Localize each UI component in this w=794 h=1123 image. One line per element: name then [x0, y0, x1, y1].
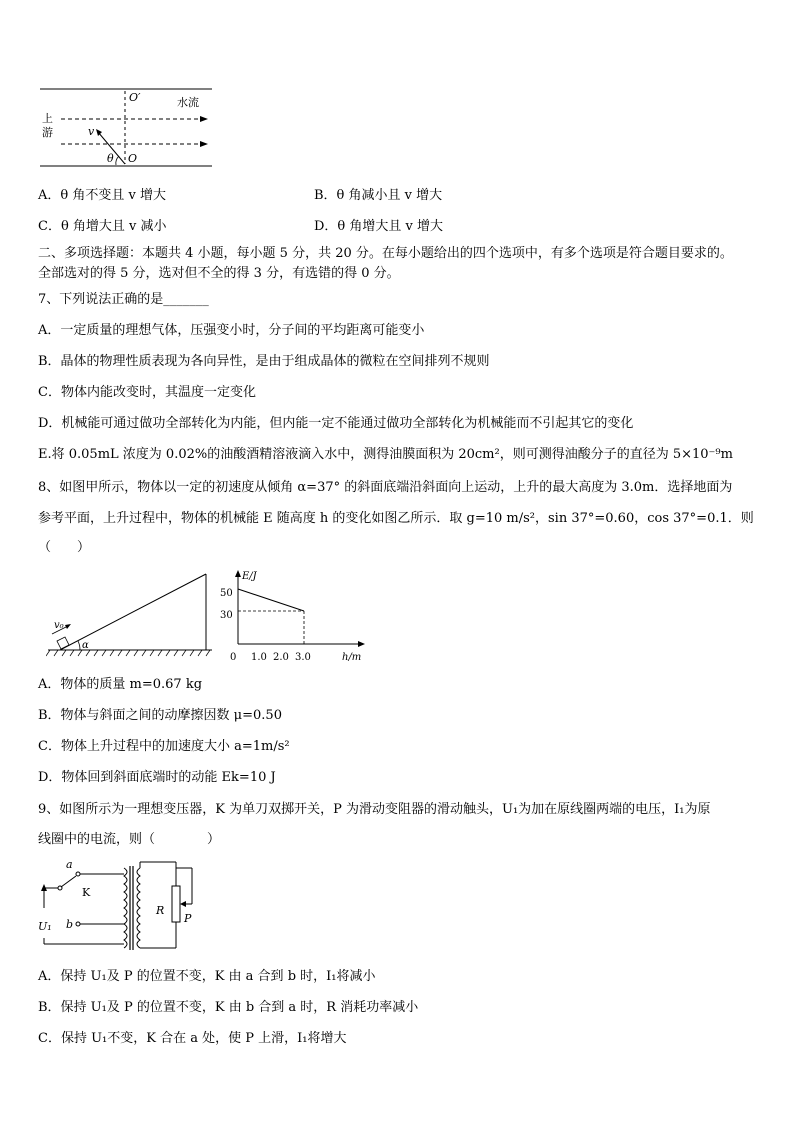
q8-line3: （ ） — [38, 540, 91, 555]
river-figure — [36, 86, 216, 170]
section2-line1: 二、多项选择题：本题共 4 小题，每小题 5 分，共 20 分。在每小题给出的四个选项中，有多个选项是符合题目要求的。 — [38, 246, 733, 261]
q8-option-b: B．物体与斜面之间的动摩擦因数 μ=0.50 — [38, 708, 282, 723]
q6-option-b: B．θ 角减小且 v 增大 — [314, 188, 443, 203]
q7-stem: 7、下列说法正确的是_______ — [38, 292, 209, 307]
x-tick-3: 3.0 — [295, 652, 311, 663]
q9-option-c: C．保持 U₁不变，K 合在 a 处，使 P 上滑，I₁将增大 — [38, 1031, 347, 1046]
transformer-figure — [36, 856, 206, 956]
x-tick-0: 0 — [230, 652, 237, 663]
q9-option-b: B．保持 U₁及 P 的位置不变，K 由 b 合到 a 时，R 消耗功率减小 — [38, 1000, 419, 1015]
q6-option-a: A．θ 角不变且 v 增大 — [38, 188, 166, 203]
velocity-label: v — [88, 125, 95, 138]
upstream-label-2: 游 — [42, 126, 53, 139]
upstream-label-1: 上 — [42, 112, 53, 125]
terminal-a-label: a — [66, 858, 73, 871]
y-axis-label: E/J — [242, 571, 257, 582]
x-tick-1: 1.0 — [251, 652, 267, 663]
theta-label: θ — [107, 152, 114, 165]
switch-k-label: K — [82, 886, 91, 899]
terminal-b-label: b — [66, 918, 74, 931]
section2-line2: 全部选对的得 5 分，选对但不全的得 3 分，有选错的得 0 分。 — [38, 266, 400, 281]
slider-p-label: P — [184, 912, 192, 925]
incline-figure — [46, 566, 216, 662]
v0-label: v₀ — [54, 620, 64, 631]
resistor-r-label: R — [156, 904, 165, 917]
energy-height-graph — [220, 566, 370, 664]
q7-option-e: E.将 0.05mL 浓度为 0.02%的油酸酒精溶液滴入水中，测得油膜面积为 20cm²，则可测得油酸分子的直径为 5×10⁻⁹m — [38, 447, 733, 462]
q8-option-d: D．物体回到斜面底端时的动能 Ek=10 J — [38, 770, 276, 785]
q8-line2: 参考平面，上升过程中，物体的机械能 E 随高度 h 的变化如图乙所示．取 g=10 m/s²，sin 37°=0.60，cos 37°=0.1．则 — [38, 511, 754, 526]
water-flow-label: 水流 — [177, 96, 199, 109]
q8-option-a: A．物体的质量 m=0.67 kg — [38, 677, 203, 692]
q7-option-c: C．物体内能改变时，其温度一定变化 — [38, 385, 256, 400]
q7-option-b: B．晶体的物理性质表现为各向异性，是由于组成晶体的微粒在空间排列不规则 — [38, 354, 490, 369]
q8-option-c: C．物体上升过程中的加速度大小 a=1m/s² — [38, 739, 290, 754]
q9-line1: 9、如图所示为一理想变压器，K 为单刀双掷开关，P 为滑动变阻器的滑动触头，U₁为加在原线圈两端的电压，I₁为原 — [38, 802, 711, 817]
alpha-label: α — [82, 640, 89, 651]
o-label: O — [128, 152, 138, 165]
x-tick-2: 2.0 — [273, 652, 289, 663]
q7-option-d: D．机械能可通过做功全部转化为内能，但内能一定不能通过做功全部转化为机械能而不引起其它的变化 — [38, 416, 634, 431]
q6-option-c: C．θ 角增大且 v 减小 — [38, 219, 167, 234]
e-h-line — [238, 589, 304, 611]
o-prime-label: O′ — [129, 91, 141, 104]
q6-option-d: D．θ 角增大且 v 增大 — [314, 219, 443, 234]
y-tick-50: 50 — [220, 588, 233, 599]
u1-label: U₁ — [38, 920, 52, 933]
x-axis-label: h/m — [342, 652, 362, 663]
q9-option-a: A．保持 U₁及 P 的位置不变，K 由 a 合到 b 时，I₁将减小 — [38, 969, 376, 984]
q7-option-a: A．一定质量的理想气体，压强变小时，分子间的平均距离可能变小 — [38, 323, 425, 338]
q9-line2: 线圈中的电流，则（ ） — [38, 832, 221, 847]
q8-line1: 8、如图甲所示，物体以一定的初速度从倾角 α=37° 的斜面底端沿斜面向上运动，上升的最大高度为 3.0m．选择地面为 — [38, 480, 733, 495]
y-tick-30: 30 — [220, 610, 233, 621]
